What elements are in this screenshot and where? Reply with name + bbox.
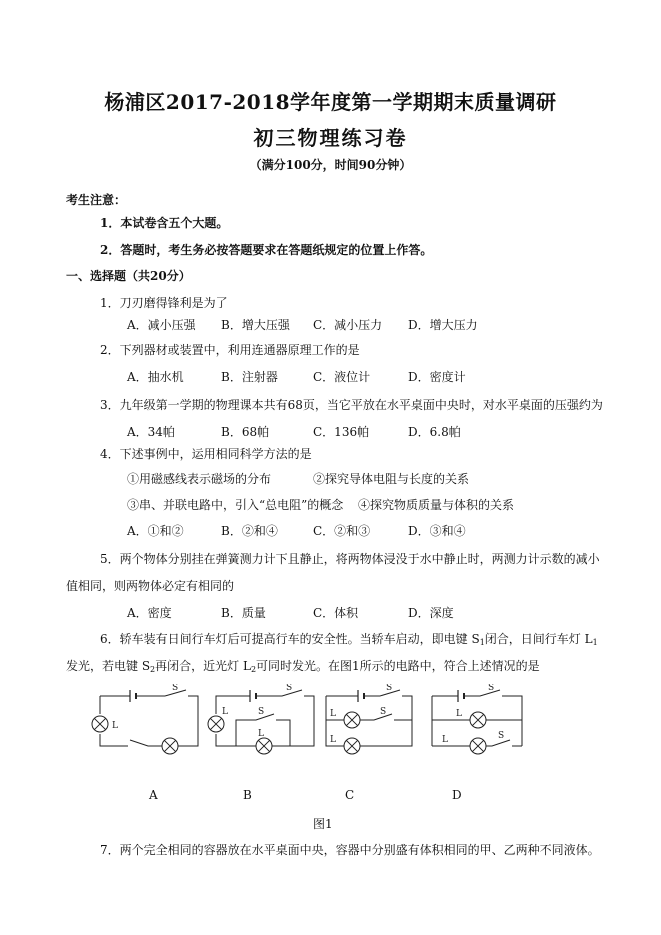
label-l2-d: L [442,735,448,745]
q5-stem-line1: 5．两个物体分别挂在弹簧测力计下且静止，将两物体浸没于水中静止时，两测力计示数的减小 [100,552,600,566]
q1-option-b: B．增大压强 [221,318,290,332]
label-s2-d: S [498,731,505,741]
circuit-c [326,684,412,754]
label-s1-b: S [286,684,293,693]
q2-option-a: A．抽水机 [127,370,184,384]
label-l1-d: L [456,709,462,719]
exam-subtitle: 初三物理练习卷 [253,126,408,150]
q2-stem: 2．下列器材或装置中，利用连通器原理工作的是 [100,343,360,357]
q6-sub-s1: 1 [479,638,485,647]
exam-title: 杨浦区2017-2018学年度第一学期期末质量调研 [104,90,557,114]
notice-item-1: 1．本试卷含五个大题。 [100,216,229,230]
label-l1-b: L [258,729,264,739]
q6-text-2c: 可同时发光。在图1所示的电路中，符合上述情况的是 [256,659,540,673]
q1-option-c: C．减小压力 [313,318,383,332]
figure-caption: 图1 [313,817,333,831]
q3-option-d: D．6.8帕 [408,425,461,439]
q6-sub-l1: 1 [592,638,598,647]
q6-stem-line2 [66,659,540,673]
section-heading: 一、选择题（共20分） [66,269,191,283]
q3-option-c: C．136帕 [313,425,370,439]
q2-option-d: D．密度计 [408,370,466,384]
q5-option-d: D．深度 [408,606,454,620]
circuit-figure [90,684,560,764]
q5-option-a: A．密度 [127,606,172,620]
label-s2-c: S [380,707,387,717]
q6-text-1b: 闭合，日间行车灯 L [484,632,593,646]
q3-option-a: A．34帕 [127,425,175,439]
q5-stem-line2: 值相同，则两物体必定有相同的 [66,579,235,593]
figure-label-d: D [452,788,462,802]
q5-option-c: C．体积 [313,606,359,620]
q1-stem: 1．刀刃磨得锋利是为了 [100,296,228,310]
q1-option-d: D．增大压力 [408,318,478,332]
q4-option-c: C．②和③ [313,524,371,538]
q4-option-b: B．②和④ [221,524,278,538]
q6-stem-line1 [100,632,598,646]
q4-item-4: ④探究物质质量与体积的关系 [358,498,515,512]
label-l1-a: L [112,721,118,731]
label-l2-b: L [222,707,228,717]
label-s1-d: S [488,684,495,693]
label-l1-c: L [330,709,336,719]
q6-sub-s2: 2 [150,665,156,674]
q4-option-a: A．①和② [127,524,184,538]
label-s1-a: S [172,684,179,693]
q3-stem: 3．九年级第一学期的物理课本共有68页，当它平放在水平桌面中央时，对水平桌面的压强约为 [100,398,603,412]
q5-option-b: B．质量 [221,606,266,620]
q4-stem: 4．下述事例中，运用相同科学方法的是 [100,447,312,461]
q7-stem: 7．两个完全相同的容器放在水平桌面中央，容器中分别盛有体积相同的甲、乙两种不同液体。 [100,843,600,857]
label-s1-c: S [386,684,393,693]
q6-text-2a: 发光，若电键 S [66,659,151,673]
figure-label-b: B [243,788,252,802]
label-s2-b: S [258,707,265,717]
q4-item-3: ③串、并联电路中，引入“总电阻”的概念 [127,498,344,512]
circuit-a [92,684,198,754]
q2-option-b: B．注射器 [221,370,278,384]
figure-label-a: A [149,788,158,802]
score-note: （满分100分，时间90分钟） [249,158,412,172]
figure-label-c: C [345,788,355,802]
q3-option-b: B．68帕 [221,425,270,439]
circuit-b [208,684,314,754]
q4-item-2: ②探究导体电阻与长度的关系 [313,472,470,486]
circuit-d [432,684,522,754]
q6-text-2b: 再闭合，近光灯 L [155,659,251,673]
notice-item-2: 2．答题时，考生务必按答题要求在答题纸规定的位置上作答。 [100,243,433,257]
label-l2-c: L [330,735,336,745]
q6-text-1a: 6．轿车装有日间行车灯后可提高行车的安全性。当轿车启动，即电键 S [100,632,480,646]
notice-heading: 考生注意： [66,193,127,207]
q6-sub-l2: 2 [250,665,257,674]
q1-option-a: A．减小压强 [127,318,196,332]
q2-option-c: C．液位计 [313,370,371,384]
q4-option-d: D．③和④ [408,524,466,538]
q4-item-1: ①用磁感线表示磁场的分布 [127,472,272,486]
